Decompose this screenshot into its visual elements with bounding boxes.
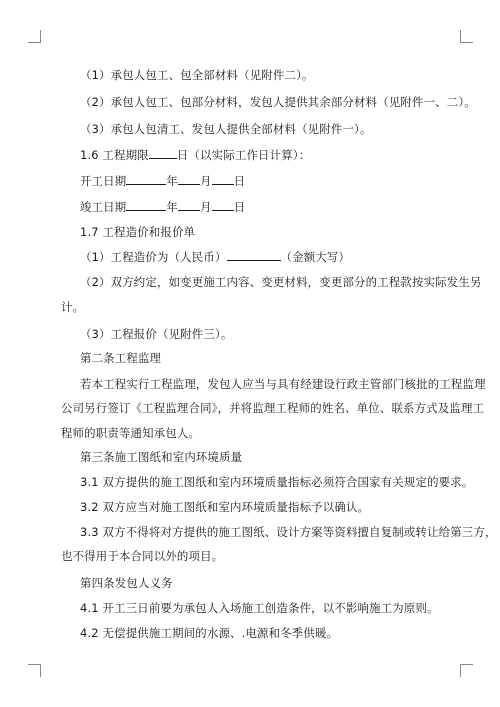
start-date-label: 开工日期 [80, 174, 127, 188]
blank-end-year [126, 200, 166, 211]
blank-start-day [212, 174, 234, 185]
clause-4-2: 4.2 无偿提供施工期间的水源、.电源和冬季供暖。 [80, 626, 339, 640]
blank-price [227, 250, 281, 261]
clause-3-3-line-1: 3.3 双方不得将对方提供的施工图纸、设计方案等资料擅自复制或转让给第三方， [80, 525, 497, 539]
clause-1-6-line [0, 148, 500, 162]
article-2-para-line-1: 若本工程实行工程监理，发包人应当与具有经建设行政主管部门核批的工程监理 [80, 377, 486, 391]
start-day-label: 日 [233, 174, 246, 188]
article-2-heading: 第二条工程监理 [80, 351, 162, 365]
crop-mark-top-left [28, 30, 41, 43]
clause-1-7-item-2-cont: 计。 [61, 300, 85, 314]
start-date-line [0, 174, 500, 188]
clause-1-5-option-2: （2）承包人包工、包部分材料，发包人提供其余部分材料（见附件一、二）。 [80, 95, 476, 109]
clause-1-6-heading: 1.6 工程期限 [80, 148, 149, 162]
crop-mark-bottom-right [460, 664, 473, 677]
clause-1-6-suffix: 日（以实际工作日计算）： [176, 148, 311, 162]
blank-start-year [126, 174, 166, 185]
clause-1-7-item-2: （2）双方约定，如变更施工内容、变更材料，变更部分的工程款按实际发生另 [80, 275, 482, 289]
article-2-para-line-2: 公司另行签订《工程监理合同》，并将监理工程师的姓名、单位、联系方式及监理工 [61, 401, 485, 415]
clause-1-5-option-1: （1）承包人包工、包全部材料（见附件二）。 [80, 68, 314, 82]
price-suffix: （金额大写） [280, 250, 351, 264]
blank-days [149, 148, 177, 159]
crop-mark-top-right [460, 30, 473, 43]
blank-end-month [178, 200, 200, 211]
end-month-label: 月 [199, 200, 212, 214]
article-2-para-line-3: 程师的职责等通知承包人。 [61, 426, 201, 440]
clause-1-7-heading: 1.7 工程造价和报价单 [80, 225, 196, 239]
price-label: （1）工程造价为（人民币） [80, 250, 227, 264]
end-year-label: 年 [166, 200, 178, 214]
article-4-heading: 第四条发包人义务 [80, 576, 173, 590]
crop-mark-bottom-left [28, 664, 41, 677]
clause-3-1: 3.1 双方提供的施工图纸和室内环境质量指标必须符合国家有关规定的要求。 [80, 475, 474, 489]
clause-1-7-price-line [0, 250, 500, 264]
clause-3-2: 3.2 双方应当对施工图纸和室内环境质量指标予以确认。 [80, 500, 370, 514]
blank-end-day [212, 200, 234, 211]
clause-4-1: 4.1 开工三日前要为承包人入场施工创造条件，以不影响施工为原则。 [80, 601, 439, 615]
end-date-label: 竣工日期 [80, 200, 127, 214]
start-year-label: 年 [166, 174, 178, 188]
clause-1-5-option-3: （3）承包人包清工、发包人提供全部材料（见附件一）。 [80, 122, 372, 136]
blank-start-month [178, 174, 200, 185]
clause-1-7-item-3: （3）工程报价（见附件三）。 [80, 327, 233, 341]
end-date-line [0, 200, 500, 214]
end-day-label: 日 [233, 200, 246, 214]
start-month-label: 月 [199, 174, 212, 188]
article-3-heading: 第三条施工图纸和室内环境质量 [80, 450, 243, 464]
clause-3-3-line-2: 也不得用于本合同以外的项目。 [61, 549, 224, 563]
